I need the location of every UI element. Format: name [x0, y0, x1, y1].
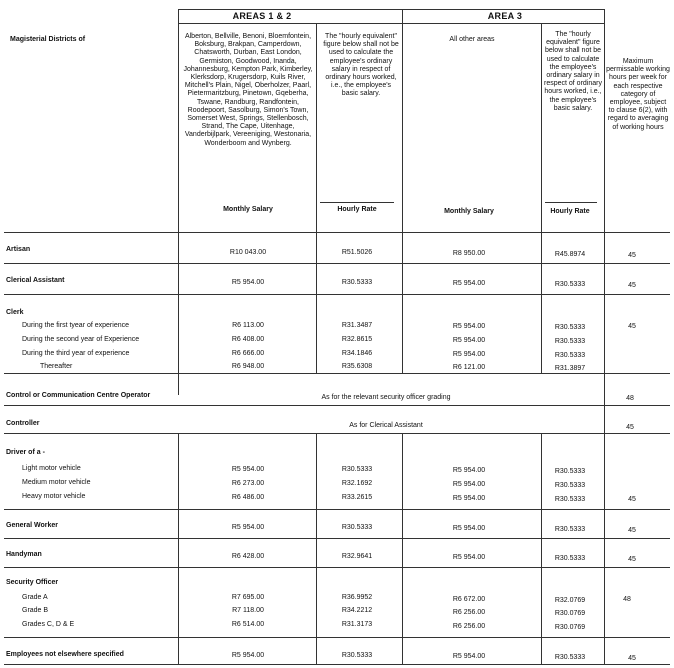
row-label-driver: Driver of a - — [6, 449, 45, 456]
artisan-h12: R51.5026 — [341, 249, 373, 256]
rule-row-driver — [4, 509, 670, 510]
general-h3: R30.5333 — [554, 526, 586, 533]
other-m3: R5 954.00 — [452, 653, 486, 660]
artisan-hours: 45 — [628, 252, 636, 259]
driver-sub-m12: R5 954.00 — [231, 466, 265, 473]
row-label-control: Control or Communication Centre Operator — [6, 392, 151, 399]
clerk-sub-h12: R32.8615 — [341, 336, 373, 343]
driver-sub-m3: R5 954.00 — [452, 481, 486, 488]
driver-sub-m12: R6 486.00 — [231, 494, 265, 501]
row-label-general: General Worker — [6, 522, 59, 529]
clerk-sub-h12: R35.6308 — [341, 363, 373, 370]
monthly-salary-3-header: Monthly Salary — [444, 208, 494, 215]
driver-sub-h3: R30.5333 — [554, 496, 586, 503]
security-sub-h3: R32.0769 — [554, 597, 586, 604]
other-h3: R30.5333 — [554, 654, 586, 661]
rule-row-security — [4, 637, 670, 638]
rule-col-0 — [178, 9, 179, 395]
rule-col-2 — [402, 9, 403, 373]
handyman-hours: 45 — [628, 556, 636, 563]
row-label-security: Security Officer — [6, 579, 59, 586]
clerical-hours: 45 — [628, 282, 636, 289]
clerk-hours: 45 — [628, 323, 636, 330]
clerk-sub-m3: R6 121.00 — [452, 364, 486, 371]
security-sub-h12: R34.2212 — [341, 607, 373, 614]
security-sub-label: Grade A — [22, 594, 48, 601]
security-hours: 48 — [623, 596, 631, 603]
areas12-title: AREAS 1 & 2 — [232, 11, 292, 21]
clerical-h3: R30.5333 — [554, 281, 586, 288]
driver-sub-label: Light motor vehicle — [22, 465, 81, 472]
handyman-h3: R30.5333 — [554, 555, 586, 562]
driver-sub-h12: R32.1692 — [341, 480, 373, 487]
control-hours: 48 — [626, 395, 634, 402]
driver-sub-label: Medium motor vehicle — [22, 479, 91, 486]
clerk-sub-label: Thereafter — [40, 363, 73, 370]
security-sub-m3: R6 256.00 — [452, 623, 486, 630]
clerk-sub-h3: R30.5333 — [554, 338, 586, 345]
handyman-m3: R5 954.00 — [452, 554, 486, 561]
hourly-box-3-top — [545, 202, 597, 203]
area3-towns: All other areas — [449, 36, 495, 43]
clerk-sub-label: During the first tyear of experience — [22, 322, 129, 329]
clerk-sub-m12: R6 666.00 — [231, 350, 265, 357]
driver-sub-h3: R30.5333 — [554, 482, 586, 489]
driver-hours: 45 — [628, 496, 636, 503]
security-sub-h12: R31.3173 — [341, 621, 373, 628]
driver-sub-h3: R30.5333 — [554, 468, 586, 475]
rule-col-3 — [541, 23, 542, 373]
rule-col-1b — [316, 433, 317, 664]
control-note: As for the relevant security officer grading — [321, 394, 451, 401]
clerical-m3: R5 954.00 — [452, 280, 486, 287]
driver-sub-h12: R30.5333 — [341, 466, 373, 473]
rule-bottom — [4, 664, 670, 665]
districts-label: Magisterial Districts of — [10, 36, 86, 43]
hourly-rate-3-header: Hourly Rate — [550, 208, 590, 215]
rule-row-control — [4, 405, 670, 406]
security-sub-label: Grade B — [22, 607, 49, 614]
rule-row-handyman — [4, 567, 670, 568]
rule-row-artisan — [4, 263, 670, 264]
artisan-m3: R8 950.00 — [452, 250, 486, 257]
row-label-clerk: Clerk — [6, 309, 24, 316]
row-label-handyman: Handyman — [6, 551, 42, 558]
security-sub-h3: R30.0769 — [554, 624, 586, 631]
driver-sub-m3: R5 954.00 — [452, 495, 486, 502]
driver-sub-m3: R5 954.00 — [452, 467, 486, 474]
rule-col-4 — [604, 9, 605, 664]
security-sub-m12: R7 695.00 — [231, 594, 265, 601]
clerk-sub-m12: R6 113.00 — [232, 322, 264, 329]
artisan-h3: R45.8974 — [554, 251, 586, 258]
clerk-sub-m3: R5 954.00 — [452, 351, 486, 358]
security-sub-h12: R36.9952 — [341, 594, 373, 601]
security-sub-m12: R7 118.00 — [232, 607, 264, 614]
clerk-sub-h3: R31.3897 — [554, 365, 586, 372]
clerk-sub-m12: R6 408.00 — [231, 336, 265, 343]
other-h12: R30.5333 — [341, 652, 373, 659]
clerk-sub-m12: R6 948.00 — [231, 363, 265, 370]
handyman-h12: R32.9641 — [341, 553, 373, 560]
rule-col-1 — [316, 23, 317, 373]
hourly-box-12-top — [320, 202, 394, 203]
handyman-m12: R6 428.00 — [231, 553, 265, 560]
areas12-towns: Alberton, Bellville, Benoni, Bloemfontein, Boksburg, Brakpan, Camperdown, Chatsworth, Durban, East London, Germiston, Goodwood, Inanda, Johannesburg, Kempton Park, Kimberley, Klerksdorp, Krugersdorp, Kuils River, Mitchell's Plain, Nigel, Oberholzer, Paarl, Pietermaritzburg, Pinetown, Gqeberha, Tswane, Randburg, Randfontein, Roodepoort, Sasolburg, Simon's Town, Somerset West, Springs, Stellenbosch, Strand, The Cape, Uitenhage, Vanderbijlpark, Vereeniging, Westonaria, Wonderboom and Wynberg. — [183, 33, 313, 147]
clerk-sub-h3: R30.5333 — [554, 352, 586, 359]
rule-top-areas — [178, 9, 604, 10]
clerk-sub-m3: R5 954.00 — [452, 337, 486, 344]
rule-below-subheaders — [4, 232, 670, 233]
row-label-artisan: Artisan — [6, 246, 31, 253]
driver-sub-h12: R33.2615 — [341, 494, 373, 501]
hourly-note-3: The "hourly equivalent" figure below shall not be used to calculate the employee's ordinary salary in respect of ordinary hours worked, i.e., the employee's basic salary. — [544, 31, 602, 112]
security-sub-m12: R6 514.00 — [231, 621, 265, 628]
controller-hours: 45 — [626, 424, 634, 431]
general-m3: R5 954.00 — [452, 525, 486, 532]
clerk-sub-h12: R31.3487 — [341, 322, 373, 329]
clerk-sub-h12: R34.1846 — [341, 350, 373, 357]
rule-col-2b — [402, 433, 403, 664]
clerk-sub-m3: R5 954.00 — [452, 323, 486, 330]
row-label-clerical: Clerical Assistant — [6, 277, 65, 284]
clerical-m12: R5 954.00 — [231, 279, 265, 286]
max-hours-note: Maximum permissable working hours per week for each respective category of employee, subject to clause 6(2), with regard to averaging of working hours — [606, 58, 670, 131]
area3-title: AREA 3 — [487, 11, 523, 21]
hourly-rate-12-header: Hourly Rate — [337, 206, 377, 213]
hourly-note-12: The "hourly equivalent" figure below shall not be used to calculate the employee's ordinary salary in respect of ordinary hours worked, i.e., the employee's basic salary. — [323, 33, 399, 98]
clerical-h12: R30.5333 — [341, 279, 373, 286]
general-h12: R30.5333 — [341, 524, 373, 531]
rule-col-0b — [178, 433, 179, 664]
rule-row-controller — [4, 433, 670, 434]
driver-sub-m12: R6 273.00 — [231, 480, 265, 487]
clerk-sub-label: During the third year of experience — [22, 350, 130, 357]
security-sub-m3: R6 256.00 — [452, 609, 486, 616]
other-m12: R5 954.00 — [231, 652, 265, 659]
general-hours: 45 — [628, 527, 636, 534]
controller-note: As for Clerical Assistant — [349, 422, 423, 429]
security-sub-label: Grades C, D & E — [22, 621, 75, 628]
rule-row-general — [4, 538, 670, 539]
rule-row-clerical — [4, 294, 670, 295]
rule-col-3b — [541, 433, 542, 664]
driver-sub-label: Heavy motor vehicle — [22, 493, 86, 500]
general-m12: R5 954.00 — [231, 524, 265, 531]
clerk-sub-h3: R30.5333 — [554, 324, 586, 331]
row-label-controller: Controller — [6, 420, 40, 427]
monthly-salary-12-header: Monthly Salary — [223, 206, 273, 213]
clerk-sub-label: During the second year of Experience — [22, 336, 140, 343]
security-sub-m3: R6 672.00 — [452, 596, 486, 603]
security-sub-h3: R30.0769 — [554, 610, 586, 617]
artisan-m12: R10 043.00 — [229, 249, 267, 256]
other-hours: 45 — [628, 655, 636, 662]
row-label-other: Employees not elsewhere specified — [6, 651, 124, 658]
